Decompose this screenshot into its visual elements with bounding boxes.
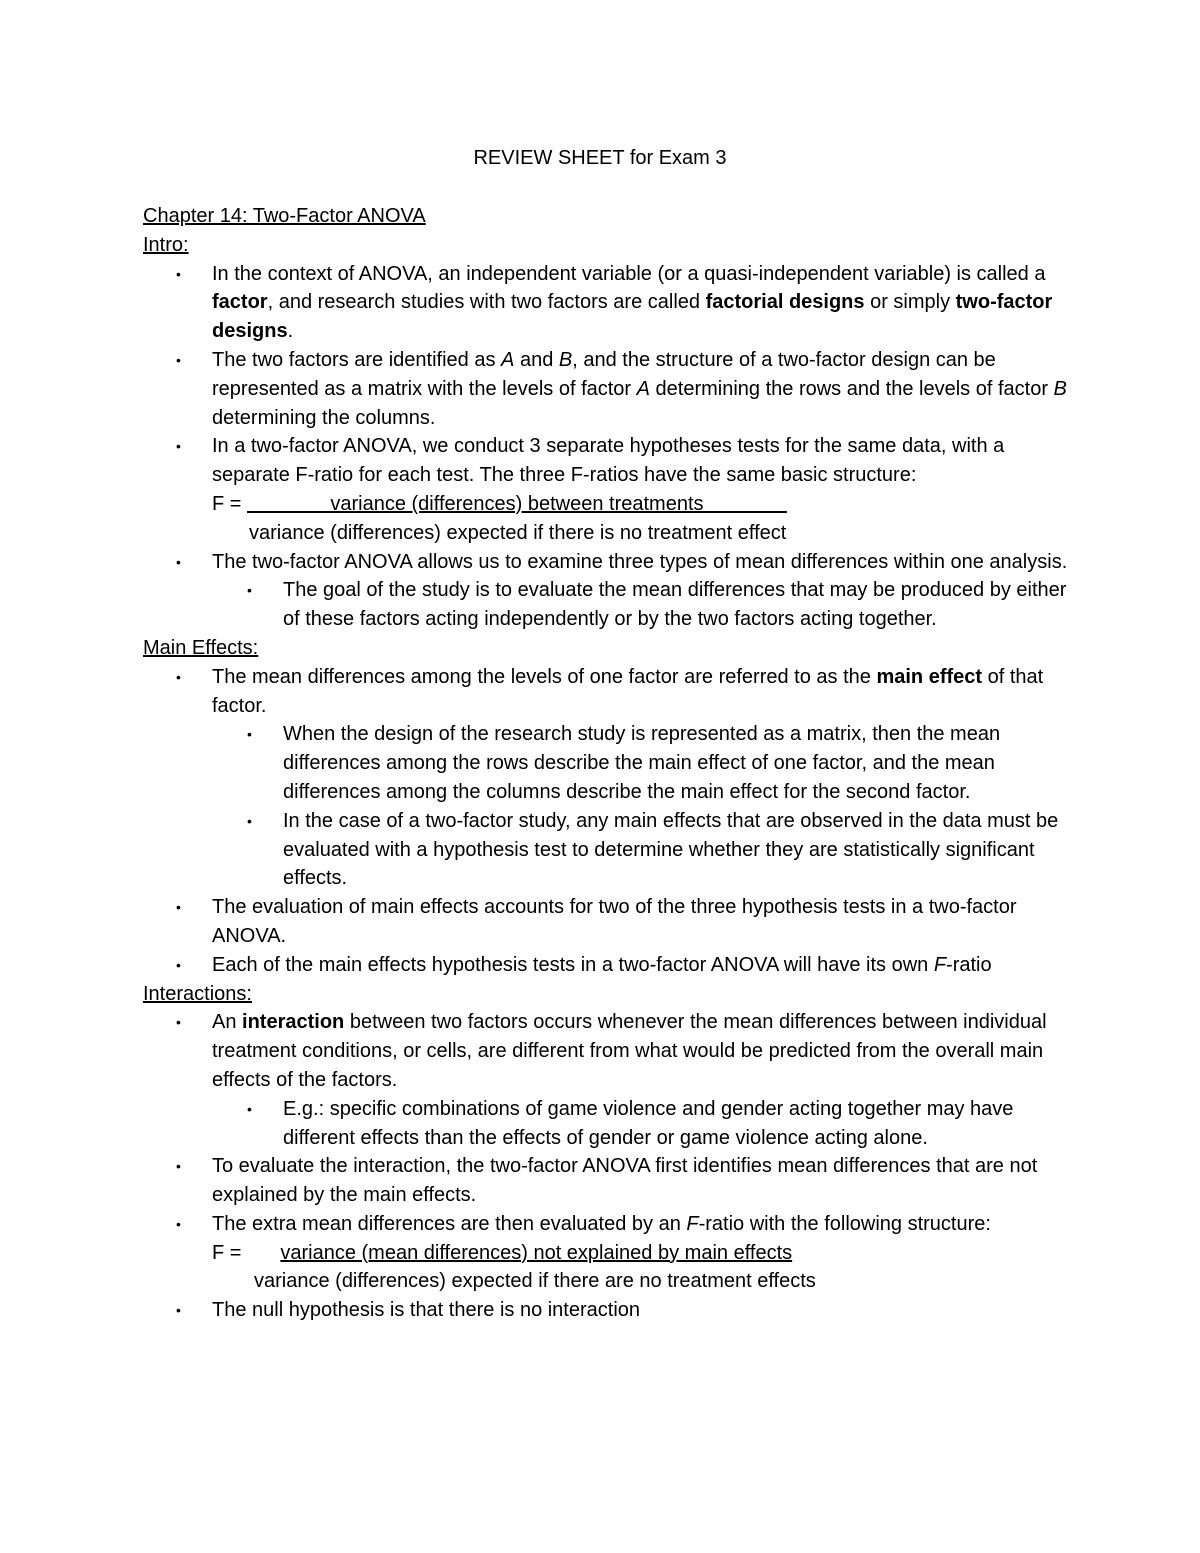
bullet-icon: • (247, 1100, 252, 1117)
bullet-icon: • (176, 553, 181, 570)
main-effects-sub-bullet-1 (212, 720, 1083, 806)
main-effects-bullet-1 (143, 663, 1083, 893)
intro-bullet-2 (143, 346, 1083, 432)
interactions-sublist (212, 1095, 1083, 1153)
f-denominator: variance (differences) expected if there is no treatment effect (249, 521, 787, 544)
italic-f: F (686, 1212, 699, 1235)
bullet-icon: • (176, 956, 181, 973)
text-span: , and the structure of a two-factor design can be represented as a matrix with the levels of factor (212, 348, 996, 400)
text-span: In the case of a two-factor study, any main effects that are observed in the data must be evaluated with a hypothesis test to determine whether they are statistically significant effects. (283, 809, 1059, 890)
interactions-bullet-4 (143, 1296, 1083, 1325)
chapter-heading: Chapter 14: Two-Factor ANOVA (143, 205, 426, 227)
bullet-icon: • (176, 1215, 181, 1232)
italic-factor-a: A (636, 377, 650, 400)
bullet-icon: • (176, 899, 181, 916)
text-span: An (212, 1011, 243, 1034)
term-factor: factor (212, 291, 268, 314)
term-main-effect: main effect (876, 665, 983, 688)
bullet-icon: • (247, 582, 252, 599)
main-effects-bullet-3 (143, 951, 1083, 980)
text-span: The goal of the study is to evaluate the mean differences that may be produced by either of these factors acting independently or by the two factors acting together. (283, 579, 1067, 631)
text-span: determining the rows and the levels of factor (649, 377, 1054, 400)
bullet-icon: • (247, 726, 252, 743)
intro-heading: Intro: (143, 233, 189, 256)
interactions-bullet-1 (143, 1008, 1083, 1152)
document-title: REVIEW SHEET for Exam 3 (473, 147, 727, 169)
f-denominator: variance (differences) expected if there are no treatment effects (254, 1270, 816, 1293)
interactions-bullet-3 (143, 1210, 1083, 1296)
text-span: or simply (864, 291, 956, 314)
term-two-factor-designs: two-factor designs (212, 291, 1053, 343)
interactions-heading: Interactions: (143, 982, 252, 1005)
bullet-icon: • (176, 1158, 181, 1175)
bullet-icon: • (176, 265, 181, 282)
text-span: To evaluate the interaction, the two-factor ANOVA first identifies mean differences that are not explained by the main effects. (212, 1155, 1038, 1207)
text-span: In the context of ANOVA, an independent variable (or a quasi-independent variable) is called a (212, 262, 1046, 285)
interaction-f-ratio-formula (212, 1239, 1083, 1268)
text-span: E.g.: specific combinations of game violence and gender acting together may have different effects than the effects of gender or game violence acting alone. (283, 1097, 1014, 1149)
intro-bullet-1 (143, 260, 1083, 346)
bullet-icon: • (176, 1302, 181, 1319)
main-effects-sub-bullet-2 (212, 807, 1083, 893)
main-effects-heading: Main Effects: (143, 636, 259, 659)
italic-factor-b: B (558, 348, 573, 371)
bullet-icon: • (176, 438, 181, 455)
text-span: -ratio with the following structure: (698, 1212, 991, 1235)
interactions-list (143, 1008, 1083, 1325)
text-span: between two factors occurs whenever the mean differences between individual treatment conditions, or cells, are different from what would be predicted from the overall main effects of the factors. (212, 1011, 1047, 1091)
text-span: of that factor. (212, 665, 1044, 717)
italic-f: F (933, 953, 947, 976)
text-span: Each of the main effects hypothesis tests in a two-factor ANOVA will have its own (212, 953, 934, 976)
bullet-icon: • (247, 812, 252, 829)
text-span: The two-factor ANOVA allows us to examine three types of mean differences within one analysis. (212, 550, 1068, 573)
document-body (143, 202, 1083, 1325)
text-span: The null hypothesis is that there is no interaction (212, 1299, 641, 1322)
interactions-bullet-2 (143, 1152, 1083, 1210)
intro-sublist (212, 576, 1083, 634)
main-effects-sublist (212, 720, 1083, 893)
interactions-sub-bullet-1 (212, 1095, 1083, 1153)
text-span: The two factors are identified as (212, 348, 502, 371)
f-ratio-formula (212, 490, 1083, 519)
text-span: In a two-factor ANOVA, we conduct 3 separate hypotheses tests for the same data, with a separate F-ratio for each test. The three F-ratios have the same basic structure: (212, 435, 1005, 487)
text-span: The extra mean differences are then evaluated by an (212, 1212, 687, 1235)
italic-factor-b: B (1053, 377, 1067, 400)
f-numerator: variance (differences) between treatments (247, 492, 787, 515)
text-span: The mean differences among the levels of one factor are referred to as the (212, 665, 877, 688)
f-numerator: variance (mean differences) not explained by main effects (280, 1241, 793, 1264)
bullet-icon: • (176, 1014, 181, 1031)
intro-sub-bullet-1 (212, 576, 1083, 634)
term-interaction: interaction (242, 1011, 345, 1034)
intro-bullet-3 (143, 432, 1083, 547)
bullet-icon: • (176, 668, 181, 685)
text-span: -ratio (946, 953, 992, 976)
intro-bullet-4 (143, 548, 1083, 634)
text-span: , and research studies with two factors are called (267, 291, 706, 314)
text-span: The evaluation of main effects accounts for two of the three hypothesis tests in a two-factor ANOVA. (212, 896, 1017, 947)
f-label: F = (212, 1241, 281, 1264)
text-span: and (514, 348, 559, 371)
main-effects-list (143, 663, 1083, 980)
text-span: When the design of the research study is represented as a matrix, then the mean differences among the rows describe the main effect of one factor, and the mean differences among the columns describe the main effect for the second factor. (283, 723, 1001, 803)
main-effects-bullet-2 (143, 893, 1083, 951)
text-span: . (287, 320, 294, 343)
f-label: F = (212, 492, 248, 515)
term-factorial-designs: factorial designs (705, 291, 865, 314)
italic-factor-a: A (501, 348, 515, 371)
bullet-icon: • (176, 351, 181, 368)
text-span: determining the columns. (212, 406, 436, 429)
intro-list (143, 260, 1083, 634)
